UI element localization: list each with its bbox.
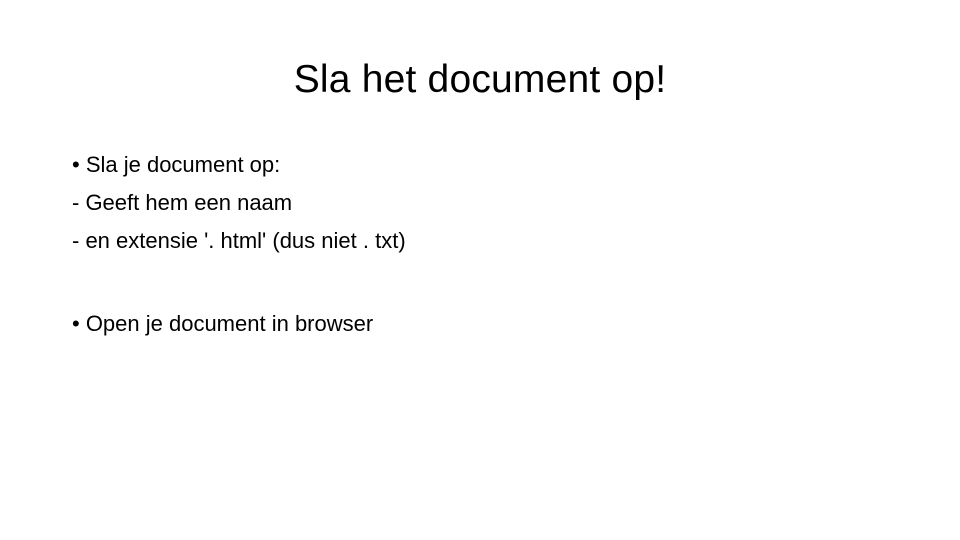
slide-body	[72, 146, 892, 343]
subitem-extension: - en extensie '. html' (dus niet . txt)	[72, 228, 406, 253]
spacer	[72, 260, 892, 305]
subitem-give-name: - Geeft hem een naam	[72, 190, 293, 215]
bullet-save-document: • Sla je document op:	[72, 152, 281, 177]
bullet-open-in-browser: • Open je document in browser	[72, 311, 374, 336]
slide-title: Sla het document op!	[293, 58, 667, 101]
